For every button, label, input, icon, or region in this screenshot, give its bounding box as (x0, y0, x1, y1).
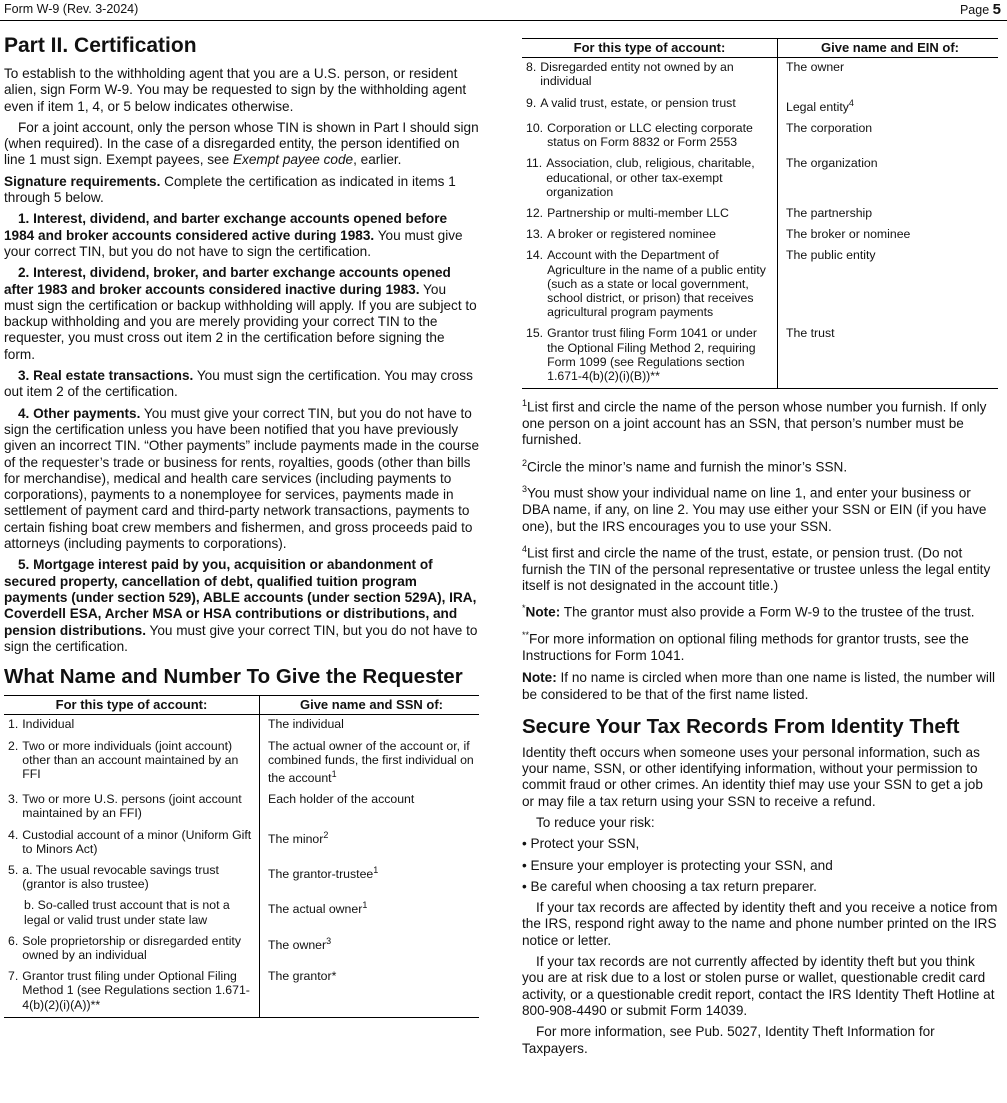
more-info-paragraph: For more information, see Pub. 5027, Identity Theft Information for Taxpayers. (522, 1024, 935, 1056)
page-number: Page 5 (959, 1, 1001, 18)
ssn-row (4, 715, 479, 737)
left-column (4, 34, 479, 1018)
identity-theft-intro: Identity theft occurs when someone uses your personal information, such as your name, SSN, or other identifying information, without your permission to commit fraud or other crimes. An identity thief may use your SSN to get a job or may file a tax return using your SSN to receive a refund. (522, 744, 983, 809)
right-column (522, 34, 998, 1062)
affected-paragraph: If your tax records are affected by identity theft and you receive a notice from the IRS, respond right away to the name and phone number printed on the IRS notice or letter. (522, 900, 998, 948)
not-affected-paragraph: If your tax records are not currently affected by identity theft but you think you are at risk due to a lost or stolen purse or wallet, questionable credit card activity, or a questionable credit report, contact the IRS Identity Theft Hotline at 800-908-4490 or submit Form 14039. (522, 954, 995, 1018)
ssn-account-cell: b. So-called trust account that is not a legal or valid trust under state law (4, 896, 260, 931)
ein-col-account: For this type of account: (522, 39, 778, 58)
ein-row (522, 204, 998, 225)
ein-give-cell: The public entity (786, 248, 876, 263)
what-name-title: What Name and Number To Give the Requester (4, 665, 463, 689)
ein-account-cell: 9. A valid trust, estate, or pension trust (522, 94, 778, 119)
ssn-account-cell: 1. Individual (4, 715, 260, 737)
ssn-give-cell: The grantor* (260, 967, 480, 1017)
ein-table (522, 38, 998, 389)
ein-give-cell: The trust (778, 324, 999, 388)
ssn-give-cell: The actual owner of the account or, if combined funds, the first individual on the account$^1$ (268, 738, 474, 785)
ein-row (522, 119, 998, 154)
ein-account-cell: 12. Partnership or multi-member LLC (522, 204, 778, 225)
bullet-3: • Be careful when choosing a tax return preparer. (522, 878, 817, 894)
ssn-account-cell: 6. Sole proprietorship or disregarded entity owned by an individual (4, 932, 260, 967)
ssn-give-cell: The owner$^3$ (268, 935, 332, 952)
ein-give-cell: The corporation (786, 120, 873, 135)
ein-give-cell: The owner (786, 60, 845, 75)
ein-account-cell: 11. Association, club, religious, charitable, educational, or other tax-exempt organization (522, 154, 778, 204)
secure-title: Secure Your Tax Records From Identity Theft (522, 714, 960, 738)
ssn-row (4, 967, 479, 1017)
footnote-3: $^3$You must show your individual name on line 1, and enter your business or DBA name, if any, on line 2. You may use either your SSN or EIN (if you have one), but the IRS encourages you to use your SSN. (522, 484, 987, 534)
bullet-1: • Protect your SSN, (522, 836, 640, 852)
joint-account-paragraph: For a joint account, only the person whose TIN is shown in Part I should sign (when required). In the case of a disregarded entity, the person identified on line 1 must sign. Exempt payees, see Exempt payee code, earlier. (4, 119, 479, 168)
ssn-row (4, 790, 479, 825)
ssn-account-cell: 3. Two or more U.S. persons (joint account maintained by an FFI) (4, 790, 260, 825)
form-id: Form W-9 (Rev. 3-2024) (4, 2, 139, 16)
bullet-2: • Ensure your employer is protecting your SSN, and (522, 857, 833, 873)
note-circled: Note: If no name is circled when more than one name is listed, the number will be considered to be that of the first name listed. (522, 670, 995, 702)
cert-item-4: 4. Other payments. You must give your correct TIN, but you do not have to sign the certification unless you have been notified that you have previously given an incorrect TIN. “Other payments” include payments made in the course of the requester’s trade or business for rents, royalties, goods (other than bills for merchandise), medical and health care services (including payments to corporations), payments to a nonemployee for services, payments made in settlement of payment card and third-party network transactions, payments to certain fishing boat crew members and fishermen, and gross proceeds paid to attorneys (including payments to corporations). (4, 405, 479, 552)
footnotes (522, 395, 998, 703)
signature-requirements: Signature requirements. Complete the certification as indicated in items 1 through 5 below. (4, 173, 456, 206)
part2-title: Part II. Certification (4, 34, 197, 57)
ssn-col-account: For this type of account: (4, 696, 260, 715)
ein-row (522, 246, 998, 324)
ein-account-cell: 14. Account with the Department of Agriculture in the name of a public entity (such as a state or local government, school district, or prison) that receives agricultural program payments (522, 246, 778, 324)
footnote-grantor: *Note: The grantor must also provide a Form W-9 to the trustee of the trust. (522, 603, 975, 620)
ein-account-cell: 10. Corporation or LLC electing corporate status on Form 8832 or Form 2553 (522, 119, 778, 154)
ssn-account-cell: 4. Custodial account of a minor (Uniform Gift to Minors Act) (4, 826, 260, 861)
ein-row (522, 94, 998, 119)
ein-account-cell: 15. Grantor trust filing Form 1041 or under the Optional Filing Method 2, requiring Form 1099 (see Regulations section 1.671-4(b)(2)(i)(B))** (522, 324, 778, 388)
page-header (0, 0, 1007, 21)
ssn-give-cell: The minor$^2$ (268, 829, 329, 846)
ssn-row (4, 861, 479, 896)
part2-intro: To establish to the withholding agent that you are a U.S. person, or resident alien, sign Form W-9. You may be requested to sign by the withholding agent even if item 1, 4, or 5 below indicates otherwise. (4, 66, 467, 114)
ein-give-cell: The organization (786, 156, 878, 171)
ssn-account-cell: 2. Two or more individuals (joint account) other than an account maintained by an FFI (4, 737, 260, 791)
ein-col-give: Give name and EIN of: (778, 39, 999, 58)
footnote-2: $^2$Circle the minor’s name and furnish the minor’s SSN. (522, 457, 848, 475)
ein-row (522, 154, 998, 204)
ssn-give-cell: Each holder of the account (268, 792, 415, 807)
ein-row (522, 324, 998, 388)
ssn-give-cell: The individual (268, 717, 344, 732)
ssn-table (4, 695, 479, 1018)
ssn-give-cell: The grantor-trustee$^1$ (268, 865, 379, 882)
ssn-give-cell: The actual owner$^1$ (268, 900, 368, 917)
ein-row (522, 225, 998, 246)
ssn-row (4, 932, 479, 967)
ein-give-cell: Legal entity$^4$ (786, 97, 854, 114)
footnote-optional: **For more information on optional filing methods for grantor trusts, see the Instructions for Form 1041. (522, 630, 969, 663)
ssn-row (4, 826, 479, 861)
cert-item-3: 3. Real estate transactions. You must sign the certification. You may cross out item 2 of the certification. (4, 368, 473, 400)
ein-account-cell: 13. A broker or registered nominee (522, 225, 778, 246)
ein-row (522, 58, 998, 94)
reduce-risk: To reduce your risk: (536, 814, 655, 830)
ein-give-cell: The broker or nominee (786, 227, 911, 242)
ssn-col-give: Give name and SSN of: (260, 696, 480, 715)
ssn-row (4, 737, 479, 791)
ssn-account-cell: 7. Grantor trust filing under Optional Filing Method 1 (see Regulations section 1.671-4(b)(2)(i)(A))** (4, 967, 260, 1017)
cert-item-5: 5. Mortgage interest paid by you, acquisition or abandonment of secured property, cancellation of debt, qualified tuition program payments (under section 529), ABLE accounts (under section 529A), IRA, Coverdell ESA, Archer MSA or HSA contributions or distributions, and pension distributions. You must give your correct TIN, but you do not have to sign the certification. (4, 557, 478, 654)
ssn-account-cell: 5. a. The usual revocable savings trust (grantor is also trustee) (4, 861, 260, 896)
cert-item-1: 1. Interest, dividend, and barter exchange accounts opened before 1984 and broker accounts considered active during 1983. You must give your correct TIN, but you do not have to sign the certification. (4, 211, 463, 259)
cert-item-2: 2. Interest, dividend, broker, and barter exchange accounts opened after 1983 and broker accounts considered inactive during 1983. You must sign the certification or backup withholding will apply. If you are subject to backup withholding and you are merely providing your correct TIN to the requester, you must cross out item 2 in the certification before signing the form. (4, 265, 477, 362)
ein-give-cell: The partnership (786, 205, 873, 220)
footnote-4: $^4$List first and circle the name of the trust, estate, or pension trust. (Do not furnish the TIN of the personal representative or trustee unless the legal entity itself is not designated in the account title.) (522, 543, 991, 593)
ein-account-cell: 8. Disregarded entity not owned by an individual (522, 58, 778, 94)
footnote-1: $^1$List first and circle the name of the person whose number you furnish. If only one person on a joint account has an SSN, that person’s number must be furnished. (522, 398, 987, 448)
ssn-row (4, 896, 479, 931)
